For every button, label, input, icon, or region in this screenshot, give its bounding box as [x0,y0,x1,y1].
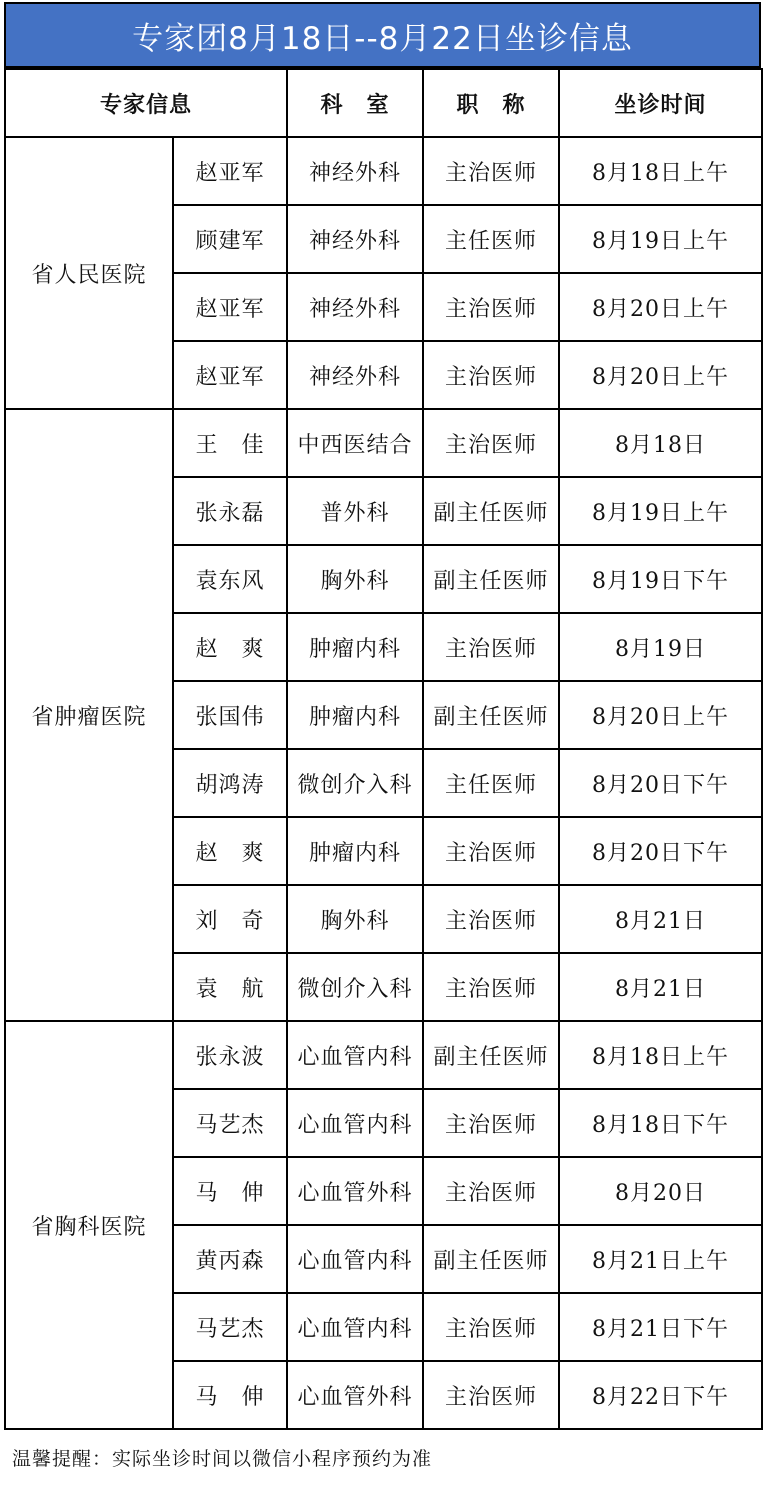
doctor-name: 马艺杰 [173,1293,287,1361]
department-cell: 神经外科 [287,137,423,205]
department-cell: 神经外科 [287,205,423,273]
table-header-row [5,69,762,137]
department-cell: 心血管内科 [287,1225,423,1293]
header-expert-info: 专家信息 [5,69,287,137]
clinic-time-cell: 8月19日上午 [559,205,762,273]
table-row [5,137,762,205]
department-cell: 心血管内科 [287,1293,423,1361]
doctor-name: 马 伸 [173,1157,287,1225]
rank-cell: 主治医师 [423,341,559,409]
hospital-name: 省肿瘤医院 [5,409,173,1021]
clinic-time-cell: 8月21日 [559,953,762,1021]
rank-cell: 副主任医师 [423,1225,559,1293]
clinic-time-cell: 8月21日 [559,885,762,953]
department-cell: 心血管外科 [287,1361,423,1429]
doctor-name: 张国伟 [173,681,287,749]
hospital-name: 省胸科医院 [5,1021,173,1429]
clinic-time-cell: 8月20日下午 [559,749,762,817]
doctor-name: 袁东风 [173,545,287,613]
department-cell: 微创介入科 [287,953,423,1021]
rank-cell: 主治医师 [423,1157,559,1225]
rank-cell: 主治医师 [423,953,559,1021]
table-body [5,137,762,1429]
doctor-name: 赵 爽 [173,613,287,681]
header-clinic-time: 坐诊时间 [559,69,762,137]
footer-note: 温馨提醒：实际坐诊时间以微信小程序预约为准 [12,1448,433,1470]
rank-cell: 主任医师 [423,205,559,273]
doctor-name: 张永波 [173,1021,287,1089]
header-title-rank: 职 称 [423,69,559,137]
rank-cell: 主任医师 [423,749,559,817]
doctor-name: 赵亚军 [173,137,287,205]
table-row [5,1021,762,1089]
department-cell: 中西医结合 [287,409,423,477]
rank-cell: 副主任医师 [423,477,559,545]
doctor-name: 赵亚军 [173,273,287,341]
clinic-time-cell: 8月18日下午 [559,1089,762,1157]
clinic-time-cell: 8月20日下午 [559,817,762,885]
clinic-time-cell: 8月21日上午 [559,1225,762,1293]
clinic-time-cell: 8月20日上午 [559,341,762,409]
clinic-time-cell: 8月22日下午 [559,1361,762,1429]
department-cell: 胸外科 [287,545,423,613]
clinic-time-cell: 8月18日 [559,409,762,477]
doctor-name: 赵 爽 [173,817,287,885]
rank-cell: 主治医师 [423,137,559,205]
doctor-name: 袁 航 [173,953,287,1021]
doctor-name: 黄丙森 [173,1225,287,1293]
doctor-name: 刘 奇 [173,885,287,953]
header-department: 科 室 [287,69,423,137]
department-cell: 心血管内科 [287,1089,423,1157]
page-title: 专家团8月18日--8月22日坐诊信息 [4,2,761,68]
doctor-name: 顾建军 [173,205,287,273]
table-row [5,409,762,477]
rank-cell: 副主任医师 [423,1021,559,1089]
doctor-name: 王 佳 [173,409,287,477]
doctor-name: 胡鸿涛 [173,749,287,817]
clinic-time-cell: 8月18日上午 [559,137,762,205]
hospital-name: 省人民医院 [5,137,173,409]
doctor-name: 张永磊 [173,477,287,545]
department-cell: 神经外科 [287,273,423,341]
rank-cell: 主治医师 [423,885,559,953]
doctor-name: 马 伸 [173,1361,287,1429]
rank-cell: 主治医师 [423,1089,559,1157]
rank-cell: 副主任医师 [423,681,559,749]
rank-cell: 主治医师 [423,1293,559,1361]
schedule-table [4,68,763,1430]
department-cell: 心血管内科 [287,1021,423,1089]
clinic-time-cell: 8月19日 [559,613,762,681]
clinic-time-cell: 8月20日上午 [559,681,762,749]
rank-cell: 主治医师 [423,613,559,681]
doctor-name: 赵亚军 [173,341,287,409]
rank-cell: 主治医师 [423,273,559,341]
department-cell: 微创介入科 [287,749,423,817]
department-cell: 普外科 [287,477,423,545]
schedule-document [4,2,761,1430]
clinic-time-cell: 8月20日 [559,1157,762,1225]
rank-cell: 主治医师 [423,817,559,885]
department-cell: 心血管外科 [287,1157,423,1225]
clinic-time-cell: 8月21日下午 [559,1293,762,1361]
rank-cell: 副主任医师 [423,545,559,613]
department-cell: 神经外科 [287,341,423,409]
rank-cell: 主治医师 [423,1361,559,1429]
department-cell: 肿瘤内科 [287,681,423,749]
department-cell: 肿瘤内科 [287,817,423,885]
department-cell: 胸外科 [287,885,423,953]
department-cell: 肿瘤内科 [287,613,423,681]
rank-cell: 主治医师 [423,409,559,477]
doctor-name: 马艺杰 [173,1089,287,1157]
clinic-time-cell: 8月19日上午 [559,477,762,545]
clinic-time-cell: 8月18日上午 [559,1021,762,1089]
clinic-time-cell: 8月19日下午 [559,545,762,613]
clinic-time-cell: 8月20日上午 [559,273,762,341]
